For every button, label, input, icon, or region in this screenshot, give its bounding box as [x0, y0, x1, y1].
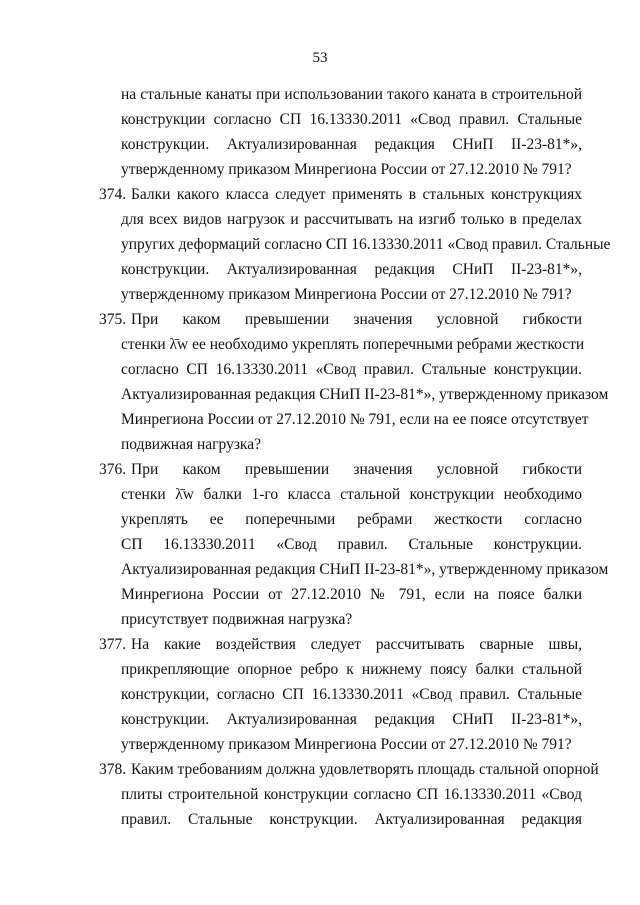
- item-line: для всех видов нагрузок и рассчитывать на изгиб только в пределах: [121, 211, 582, 228]
- item-line: стенки λ̄w балки 1-го класса стальной конструкции необходимо: [121, 486, 582, 503]
- item-line: стенки λ̄w ее необходимо укреплять поперечными ребрами жесткости: [121, 336, 585, 353]
- item-line: Актуализированная редакция СНиП II-23-81*», утвержденному приказом: [121, 386, 609, 403]
- continuation-line: конструкции согласно СП 16.13330.2011 «Свод правил. Стальные: [121, 111, 582, 128]
- item-line: правил. Стальные конструкции. Актуализированная редакция: [121, 811, 582, 828]
- item-line: СП 16.13330.2011 «Свод правил. Стальные конструкции.: [121, 536, 582, 553]
- item-line: конструкции. Актуализированная редакция СНиП II-23-81*»,: [121, 711, 582, 728]
- item-line: прикрепляющие опорное ребро к нижнему поясу балки стальной: [121, 661, 582, 678]
- item-line: Каким требованиям должна удовлетворять площадь стальной опорной: [131, 761, 599, 778]
- item-line: плиты строительной конструкции согласно СП 16.13330.2011 «Свод: [121, 786, 582, 803]
- item-line: укреплять ее поперечными ребрами жесткости согласно: [121, 511, 582, 528]
- item-number: 375.: [99, 311, 127, 328]
- item-line: При каком превышении значения условной гибкости: [131, 311, 582, 328]
- item-line: Минрегиона России от 27.12.2010 № 791, если на ее поясе отсутствует: [121, 411, 589, 428]
- item-line: утвержденному приказом Минрегиона России от 27.12.2010 № 791?: [121, 736, 572, 753]
- item-line: Минрегиона России от 27.12.2010 № 791, если на поясе балки: [121, 586, 582, 603]
- item-line: упругих деформаций согласно СП 16.13330.2011 «Свод правил. Стальные: [121, 236, 611, 253]
- item-line: утвержденному приказом Минрегиона России от 27.12.2010 № 791?: [121, 286, 572, 303]
- item-line: Балки какого класса следует применять в стальных конструкциях: [131, 186, 582, 203]
- item-number: 378.: [99, 761, 127, 778]
- item-line: присутствует подвижная нагрузка?: [121, 611, 353, 628]
- item-line: Актуализированная редакция СНиП II-23-81*», утвержденному приказом: [121, 561, 609, 578]
- item-line: согласно СП 16.13330.2011 «Свод правил. Стальные конструкции.: [121, 361, 582, 378]
- page-number: 53: [312, 50, 328, 66]
- continuation-line: конструкции. Актуализированная редакция СНиП II-23-81*»,: [121, 136, 582, 153]
- continuation-line: на стальные канаты при использовании такого каната в строительной: [121, 86, 582, 103]
- item-number: 374.: [99, 186, 127, 203]
- item-line: При каком превышении значения условной гибкости: [131, 461, 582, 478]
- item-line: конструкции. Актуализированная редакция СНиП II-23-81*»,: [121, 261, 582, 278]
- item-line: конструкции, согласно СП 16.13330.2011 «Свод правил. Стальные: [121, 686, 582, 703]
- continuation-line: утвержденному приказом Минрегиона России от 27.12.2010 № 791?: [121, 161, 572, 178]
- item-number: 376.: [99, 461, 127, 478]
- item-line: подвижная нагрузка?: [121, 436, 261, 453]
- item-line: На какие воздействия следует рассчитывать сварные швы,: [131, 636, 582, 653]
- item-number: 377.: [99, 636, 127, 653]
